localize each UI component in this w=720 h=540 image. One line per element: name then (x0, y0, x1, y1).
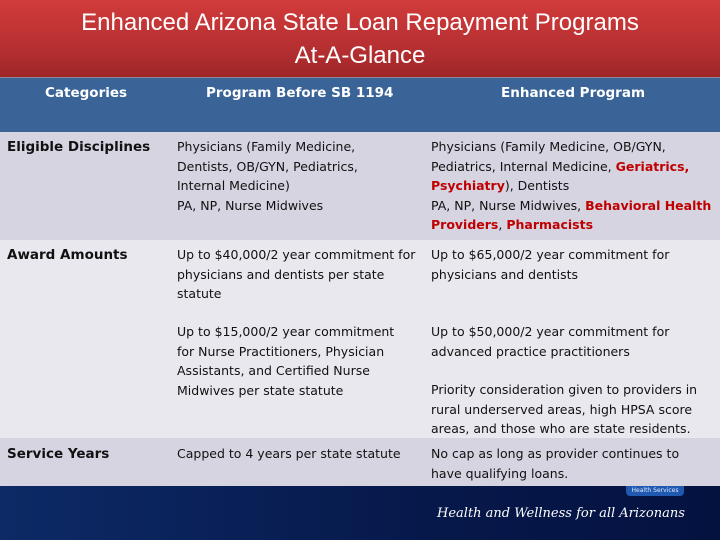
table-header (0, 78, 720, 132)
health-services-logo: Health Services (626, 486, 684, 496)
footer-slogan: Health and Wellness for all Arizonans (437, 506, 685, 521)
table-row: Award Amounts Up to $40,000/2 year commitment for physicians and dentists per state statute Up to $15,000/2 year commitment for Nurse Practitioners, Physician Assistants, and Certified Nurse Midwives per state statute Up to $65,000/2 year commitment for physicians and dentists Up to $50,000/2 year commitment for advanced practice practitioners Priority consideration given to providers in rural underserved areas, high HPSA score areas, and those who are state residents. (0, 240, 720, 438)
footer-banner (0, 486, 720, 540)
table-row: Eligible Disciplines Physicians (Family Medicine, Dentists, OB/GYN, Pediatrics, Internal Medicine) PA, NP, Nurse Midwives Physicians (Family Medicine, OB/GYN, Pediatrics, Internal Medicine, Geriatrics, Psychiatry), Dentists PA, NP, Nurse Midwives, Behavioral Health Providers, Pharmacists (0, 132, 720, 240)
header-enhanced: Enhanced Program (501, 85, 646, 101)
slide-title: Enhanced Arizona State Loan Repayment Programs At-A-Glance (0, 0, 720, 78)
header-before: Program Before SB 1194 (206, 85, 394, 101)
header-categories: Categories (45, 85, 128, 101)
table-row: Service Years Capped to 4 years per state statute No cap as long as provider continues to have qualifying loans. (0, 438, 720, 486)
